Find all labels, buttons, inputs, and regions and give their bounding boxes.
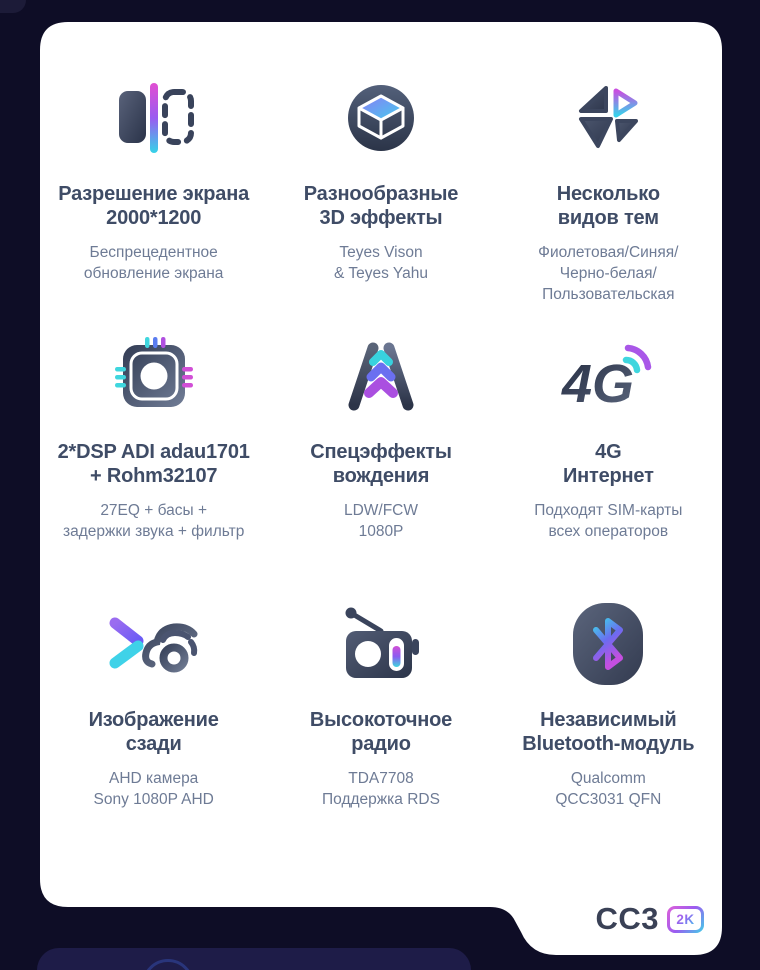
feature-title: Независимый Bluetooth-модуль — [522, 709, 695, 755]
feature-description: LDW/FCW 1080P — [343, 502, 419, 540]
feature-title: Высокоточное радио — [309, 709, 453, 755]
feature-title: Разрешение экрана 2000*1200 — [58, 183, 250, 229]
3d-effects-icon — [346, 83, 416, 153]
feature-title: 4G Интернет — [562, 441, 654, 487]
feature-screen-resolution — [40, 70, 267, 328]
logo-2k-badge — [667, 906, 704, 933]
feature-description: Teyes Vison & Teyes Yahu — [334, 244, 428, 282]
feature-title: Изображение сзади — [88, 709, 219, 755]
feature-description: 27EQ + басы + задержки звука + фильтр — [63, 502, 245, 540]
bluetooth-icon — [570, 600, 646, 688]
rear-camera-icon — [106, 610, 202, 678]
screen-resolution-icon — [113, 82, 195, 154]
feature-grid — [40, 70, 722, 810]
feature-description: Qualcomm QCC3031 QFN — [555, 770, 662, 808]
feature-driving-effects — [267, 328, 494, 596]
feature-dsp — [40, 328, 267, 596]
feature-title: Разнообразные 3D эффекты — [303, 183, 459, 229]
feature-radio — [267, 596, 494, 810]
feature-description: Фиолетовая/Синяя/ Черно-белая/ Пользовательская — [538, 244, 679, 303]
feature-bluetooth — [495, 596, 722, 810]
feature-4g-internet — [495, 328, 722, 596]
dsp-chip-icon — [112, 334, 196, 418]
decorative-circle — [142, 959, 194, 970]
feature-3d-effects — [267, 70, 494, 328]
svg-text:4G: 4G — [562, 354, 635, 412]
feature-description: AHD камера Sony 1080P AHD — [93, 770, 214, 808]
feature-description: Беспрецедентное обновление экрана — [83, 244, 224, 282]
feature-title: Несколько видов тем — [556, 183, 660, 229]
feature-description: Подходят SIM-карты всех операторов — [534, 502, 683, 540]
feature-title: 2*DSP ADI adau1701 + Rohm32107 — [57, 441, 250, 487]
driving-effects-icon — [337, 341, 425, 411]
logo-cc3-text: CC3 — [595, 901, 659, 936]
product-logo — [595, 902, 704, 936]
radio-icon — [337, 605, 425, 683]
next-section-card — [37, 948, 471, 970]
4g-internet-icon — [560, 340, 656, 412]
feature-description: TDA7708 Поддержка RDS — [322, 770, 440, 808]
themes-icon — [573, 84, 643, 152]
logo-2k-text: 2K — [676, 911, 695, 927]
feature-rear-image — [40, 596, 267, 810]
feature-title: Спецэффекты вождения — [310, 441, 452, 487]
feature-themes — [495, 70, 722, 328]
